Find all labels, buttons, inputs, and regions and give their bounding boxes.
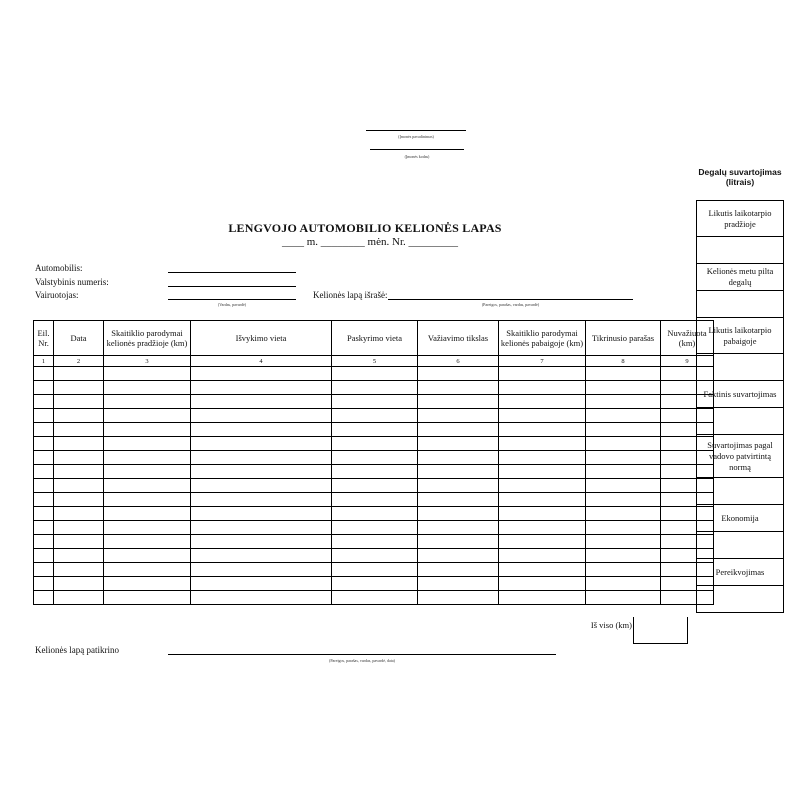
table-cell[interactable] (499, 451, 586, 465)
table-cell[interactable] (104, 437, 191, 451)
document-title: LENGVOJO AUTOMOBILIO KELIONĖS LAPAS (228, 221, 502, 235)
table-cell[interactable] (332, 409, 418, 423)
table-cell[interactable] (104, 381, 191, 395)
fuel-table (696, 200, 784, 613)
table-cell[interactable] (34, 521, 54, 535)
table-cell[interactable] (34, 451, 54, 465)
table-row (34, 423, 714, 437)
table-cell[interactable] (418, 479, 499, 493)
table-cell[interactable] (104, 451, 191, 465)
table-cell[interactable] (191, 395, 332, 409)
table-cell[interactable] (499, 381, 586, 395)
checked-field[interactable] (168, 654, 556, 655)
col-number: 5 (332, 356, 418, 367)
col-number: 4 (191, 356, 332, 367)
col-header-distance: Nuvažiuota (km) (661, 321, 714, 356)
table-cell[interactable] (191, 367, 332, 381)
table-cell[interactable] (191, 451, 332, 465)
table-cell[interactable] (418, 549, 499, 563)
table-cell[interactable] (418, 535, 499, 549)
table-cell[interactable] (191, 479, 332, 493)
table-cell[interactable] (332, 395, 418, 409)
table-cell[interactable] (104, 507, 191, 521)
table-cell[interactable] (104, 479, 191, 493)
table-cell[interactable] (418, 367, 499, 381)
table-cell[interactable] (54, 549, 104, 563)
fuel-value-norm[interactable] (697, 478, 784, 505)
col-number: 3 (104, 356, 191, 367)
table-cell[interactable] (104, 395, 191, 409)
table-cell[interactable] (191, 507, 332, 521)
col-header-date: Data (54, 321, 104, 356)
col-header-destination: Paskyrimo vieta (332, 321, 418, 356)
table-cell[interactable] (104, 521, 191, 535)
org-name-line (366, 130, 466, 131)
table-cell[interactable] (104, 563, 191, 577)
fuel-label-start-balance: Likutis laikotarpio pradžioje (697, 201, 784, 237)
table-cell[interactable] (54, 479, 104, 493)
col-number: 8 (586, 356, 661, 367)
table-cell[interactable] (586, 451, 661, 465)
col-header-signature: Tikrinusio parašas (586, 321, 661, 356)
table-cell[interactable] (586, 521, 661, 535)
table-cell[interactable] (54, 521, 104, 535)
table-cell[interactable] (332, 451, 418, 465)
fuel-value-refuelled[interactable] (697, 291, 784, 318)
table-cell[interactable] (34, 535, 54, 549)
table-row (34, 395, 714, 409)
fuel-label-actual: Faktinis suvartojimas (697, 381, 784, 408)
table-cell[interactable] (54, 535, 104, 549)
table-cell[interactable] (104, 549, 191, 563)
table-cell[interactable] (586, 549, 661, 563)
table-cell[interactable] (104, 423, 191, 437)
column-number-row (34, 356, 714, 367)
table-cell[interactable] (418, 423, 499, 437)
col-number: 1 (34, 356, 54, 367)
table-cell[interactable] (54, 493, 104, 507)
table-cell[interactable] (586, 423, 661, 437)
table-cell[interactable] (418, 591, 499, 605)
table-cell[interactable] (499, 437, 586, 451)
fuel-title: Degalų suvartojimas (litrais) (698, 167, 782, 187)
fuel-value-start-balance[interactable] (697, 237, 784, 264)
table-row (34, 535, 714, 549)
table-cell[interactable] (332, 423, 418, 437)
table-cell[interactable] (418, 563, 499, 577)
table-cell[interactable] (191, 409, 332, 423)
table-cell[interactable] (499, 395, 586, 409)
table-cell[interactable] (418, 577, 499, 591)
table-cell[interactable] (191, 591, 332, 605)
table-cell[interactable] (54, 451, 104, 465)
table-cell[interactable] (332, 577, 418, 591)
table-row (34, 381, 714, 395)
col-number: 6 (418, 356, 499, 367)
table-cell[interactable] (191, 381, 332, 395)
org-name-caption: (Įmonės pavadinimas) (398, 134, 434, 139)
table-header-row (34, 321, 714, 356)
col-header-purpose: Važiavimo tikslas (418, 321, 499, 356)
total-label: Iš viso (km) (590, 620, 632, 630)
col-number: 7 (499, 356, 586, 367)
table-row (34, 479, 714, 493)
table-cell[interactable] (34, 479, 54, 493)
table-cell[interactable] (34, 423, 54, 437)
col-number: 2 (54, 356, 104, 367)
table-cell[interactable] (586, 409, 661, 423)
table-cell[interactable] (332, 465, 418, 479)
car-field[interactable] (168, 272, 296, 273)
table-cell[interactable] (54, 409, 104, 423)
table-cell[interactable] (54, 507, 104, 521)
table-cell[interactable] (418, 493, 499, 507)
table-row (34, 367, 714, 381)
table-cell[interactable] (104, 591, 191, 605)
table-cell[interactable] (54, 591, 104, 605)
fuel-value-end-balance[interactable] (697, 354, 784, 381)
org-code-caption: (Įmonės kodas) (404, 154, 430, 159)
checked-label: Kelionės lapą patikrino (35, 645, 119, 655)
col-header-departure: Išvykimo vieta (191, 321, 332, 356)
fuel-value-actual[interactable] (697, 408, 784, 435)
table-row (34, 437, 714, 451)
checked-caption: (Pareigos, parašas, vardas, pavardė, data) (329, 658, 395, 663)
table-cell[interactable] (586, 577, 661, 591)
table-cell[interactable] (499, 549, 586, 563)
issued-caption: (Pareigos, parašas, vardas, pavardė) (481, 302, 540, 307)
table-cell[interactable] (499, 493, 586, 507)
table-cell[interactable] (54, 563, 104, 577)
trip-log-table (33, 320, 714, 605)
table-row (34, 577, 714, 591)
fuel-label-refuelled: Kelionės metu pilta degalų (697, 264, 784, 291)
table-cell[interactable] (34, 395, 54, 409)
table-cell[interactable] (332, 437, 418, 451)
table-cell[interactable] (586, 535, 661, 549)
table-cell[interactable] (34, 367, 54, 381)
table-cell[interactable] (499, 479, 586, 493)
table-row (34, 409, 714, 423)
table-cell[interactable] (332, 535, 418, 549)
table-cell[interactable] (34, 409, 54, 423)
table-cell[interactable] (34, 591, 54, 605)
table-cell[interactable] (418, 451, 499, 465)
car-label: Automobilis: (35, 263, 83, 273)
total-distance-cell[interactable] (633, 617, 688, 644)
fuel-label-norm: Suvartojimas pagal vadovo patvirtintą normą (697, 435, 784, 478)
table-cell[interactable] (104, 465, 191, 479)
table-row (34, 493, 714, 507)
table-cell[interactable] (34, 549, 54, 563)
table-cell[interactable] (34, 465, 54, 479)
table-row (34, 521, 714, 535)
table-cell[interactable] (332, 493, 418, 507)
table-row (34, 591, 714, 605)
table-cell[interactable] (586, 591, 661, 605)
table-cell[interactable] (418, 437, 499, 451)
table-cell[interactable] (54, 465, 104, 479)
table-cell[interactable] (104, 535, 191, 549)
driver-field[interactable] (168, 299, 296, 300)
table-cell[interactable] (34, 507, 54, 521)
table-cell[interactable] (332, 549, 418, 563)
table-cell[interactable] (586, 563, 661, 577)
table-cell[interactable] (34, 381, 54, 395)
table-cell[interactable] (499, 521, 586, 535)
table-cell[interactable] (499, 367, 586, 381)
table-cell[interactable] (104, 367, 191, 381)
table-cell[interactable] (191, 521, 332, 535)
table-cell[interactable] (54, 381, 104, 395)
table-cell[interactable] (54, 577, 104, 591)
table-cell[interactable] (332, 521, 418, 535)
table-cell[interactable] (499, 563, 586, 577)
fuel-label-economy: Ekonomija (697, 505, 784, 532)
document-subtitle: ____ m. ________ mėn. Nr. _________ (282, 236, 458, 248)
table-row (34, 465, 714, 479)
table-cell[interactable] (54, 395, 104, 409)
org-code-line (370, 149, 464, 150)
table-cell[interactable] (34, 493, 54, 507)
table-cell[interactable] (586, 367, 661, 381)
table-cell[interactable] (418, 395, 499, 409)
col-header-odometer-end: Skaitiklio parodymai kelionės pabaigoje (km) (499, 321, 586, 356)
table-cell[interactable] (332, 591, 418, 605)
table-cell[interactable] (104, 493, 191, 507)
table-cell[interactable] (418, 409, 499, 423)
table-cell[interactable] (34, 437, 54, 451)
table-cell[interactable] (586, 381, 661, 395)
table-cell[interactable] (418, 507, 499, 521)
table-cell[interactable] (332, 367, 418, 381)
table-cell[interactable] (191, 493, 332, 507)
table-cell[interactable] (499, 423, 586, 437)
table-row (34, 451, 714, 465)
driver-caption: (Vardas, pavardė) (217, 302, 247, 307)
col-header-no: Eil. Nr. (34, 321, 54, 356)
table-cell[interactable] (104, 409, 191, 423)
col-header-odometer-start: Skaitiklio parodymai kelionės pradžioje (km) (104, 321, 191, 356)
table-cell[interactable] (586, 437, 661, 451)
fuel-label-overuse: Pereikvojimas (697, 559, 784, 586)
table-cell[interactable] (499, 465, 586, 479)
fuel-value-overuse[interactable] (697, 586, 784, 613)
fuel-label-end-balance: Likutis laikotarpio pabaigoje (697, 318, 784, 354)
table-cell[interactable] (191, 535, 332, 549)
table-cell[interactable] (104, 577, 191, 591)
trip-log-body (34, 367, 714, 605)
table-cell[interactable] (586, 395, 661, 409)
table-cell[interactable] (586, 465, 661, 479)
table-cell[interactable] (332, 563, 418, 577)
fuel-value-economy[interactable] (697, 532, 784, 559)
table-cell[interactable] (34, 563, 54, 577)
table-cell[interactable] (586, 493, 661, 507)
table-row (34, 507, 714, 521)
table-cell[interactable] (418, 465, 499, 479)
table-cell[interactable] (54, 423, 104, 437)
issued-label: Kelionės lapą išrašė: (313, 290, 388, 300)
table-row (34, 563, 714, 577)
table-cell[interactable] (418, 381, 499, 395)
table-cell[interactable] (191, 465, 332, 479)
table-cell[interactable] (191, 437, 332, 451)
table-cell[interactable] (54, 367, 104, 381)
table-cell[interactable] (499, 591, 586, 605)
table-cell[interactable] (586, 507, 661, 521)
table-cell[interactable] (191, 423, 332, 437)
table-cell[interactable] (191, 577, 332, 591)
table-cell[interactable] (332, 381, 418, 395)
table-cell[interactable] (191, 549, 332, 563)
table-cell[interactable] (34, 577, 54, 591)
table-cell[interactable] (418, 521, 499, 535)
table-cell[interactable] (191, 563, 332, 577)
table-cell[interactable] (499, 577, 586, 591)
driver-label: Vairuotojas: (35, 290, 79, 300)
table-row (34, 549, 714, 563)
issued-field[interactable] (388, 299, 633, 300)
table-cell[interactable] (499, 409, 586, 423)
table-cell[interactable] (332, 507, 418, 521)
table-cell[interactable] (332, 479, 418, 493)
col-number: 9 (661, 356, 714, 367)
plate-field[interactable] (168, 286, 296, 287)
table-cell[interactable] (54, 437, 104, 451)
table-cell[interactable] (499, 507, 586, 521)
table-cell[interactable] (586, 479, 661, 493)
plate-label: Valstybinis numeris: (35, 277, 109, 287)
table-cell[interactable] (499, 535, 586, 549)
